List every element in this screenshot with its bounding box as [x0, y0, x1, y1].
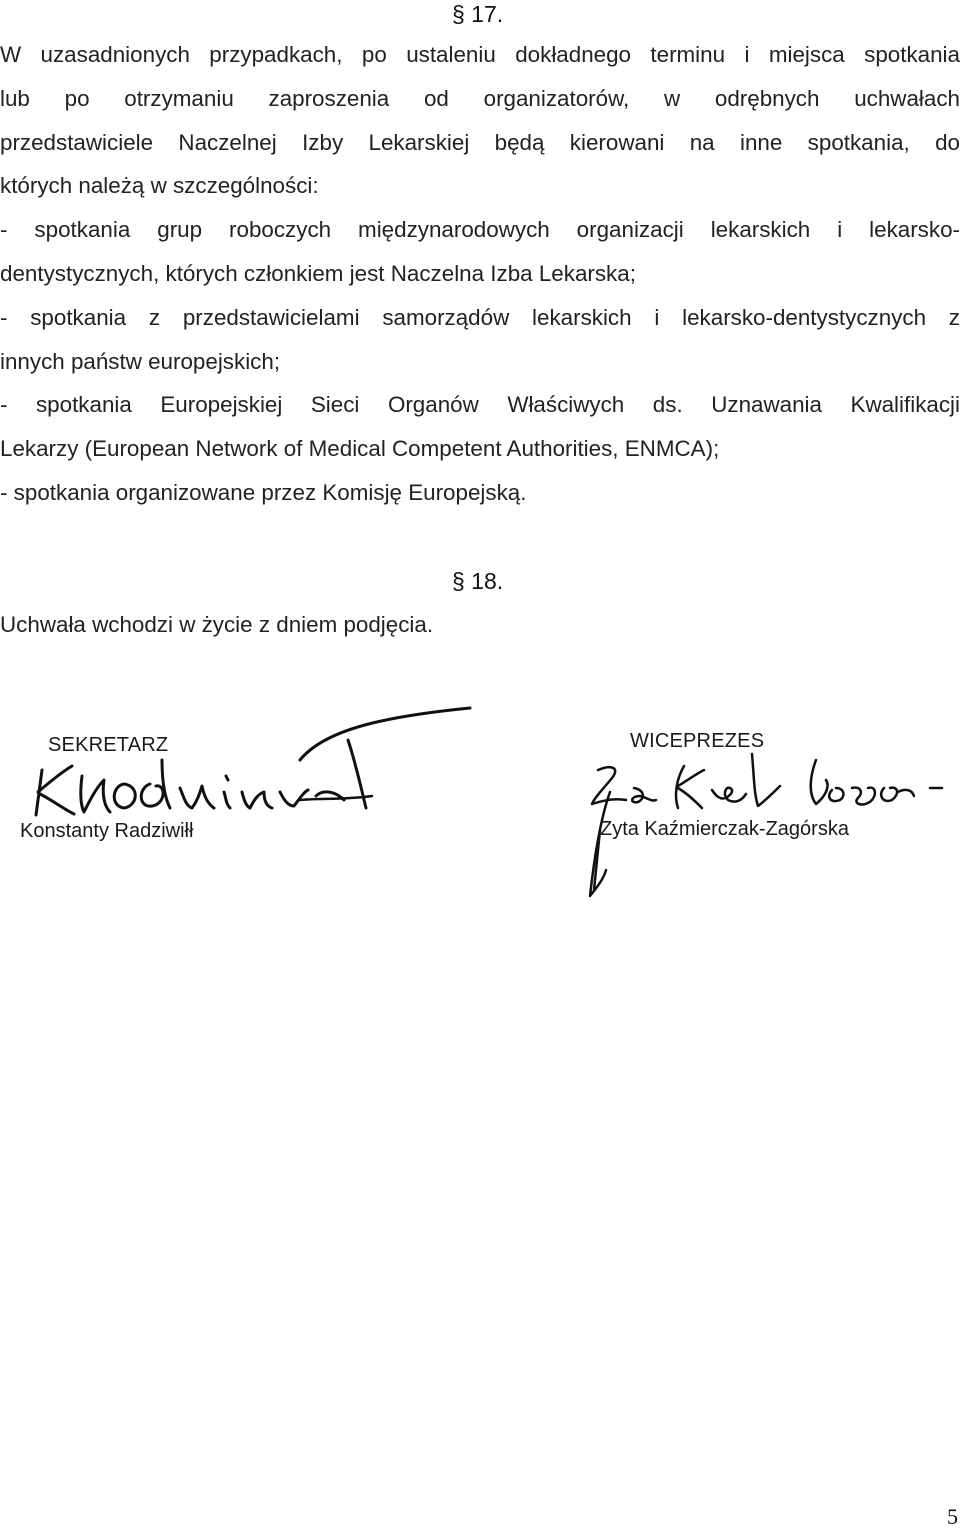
- body-line: - spotkania z przedstawicielami samorządów lekarskich i lekarsko-dentystycznych z: [0, 304, 960, 330]
- body-line: - spotkania Europejskiej Sieci Organów Właściwych ds. Uznawania Kwalifikacji: [0, 392, 960, 418]
- handwritten-signature-vice-president: [480, 700, 960, 910]
- body-line: których należą w szczególności:: [0, 173, 319, 199]
- body-line: dentystycznych, których członkiem jest Naczelna Izba Lekarska;: [0, 260, 636, 286]
- body-line: Uchwała wchodzi w życie z dniem podjęcia.: [0, 612, 434, 637]
- body-line: przedstawiciele Naczelnej Izby Lekarskiej będą kierowani na inne spotkania, do: [0, 129, 960, 155]
- signature-title: WICEPREZES: [630, 730, 765, 752]
- signature-title: SEKRETARZ: [48, 734, 169, 756]
- signature-block-vice-president: [480, 700, 960, 910]
- section-18-heading: § 18.: [452, 568, 504, 594]
- body-line: Lekarzy (European Network of Medical Competent Authorities, ENMCA);: [0, 436, 720, 462]
- body-line: innych państw europejskich;: [0, 348, 281, 374]
- section-17-heading: § 17.: [452, 1, 504, 27]
- body-line: lub po otrzymaniu zaproszenia od organizatorów, w odrębnych uchwałach: [0, 85, 960, 111]
- page-number: 5: [947, 1504, 958, 1529]
- section-17-body: [0, 33, 960, 515]
- body-line: - spotkania grup roboczych międzynarodowych organizacji lekarskich i lekarsko-: [0, 217, 960, 243]
- signature-block-secretary: [0, 700, 480, 870]
- signatory-name: Zyta Kaźmierczak-Zagórska: [600, 818, 849, 840]
- signatory-name: Konstanty Radziwiłł: [20, 820, 194, 842]
- handwritten-signature-secretary: [0, 700, 480, 870]
- section-18-body: [0, 603, 960, 647]
- body-line: W uzasadnionych przypadkach, po ustaleniu dokładnego terminu i miejsca spotkania: [0, 42, 960, 67]
- body-line: - spotkania organizowane przez Komisję Europejską.: [0, 479, 527, 505]
